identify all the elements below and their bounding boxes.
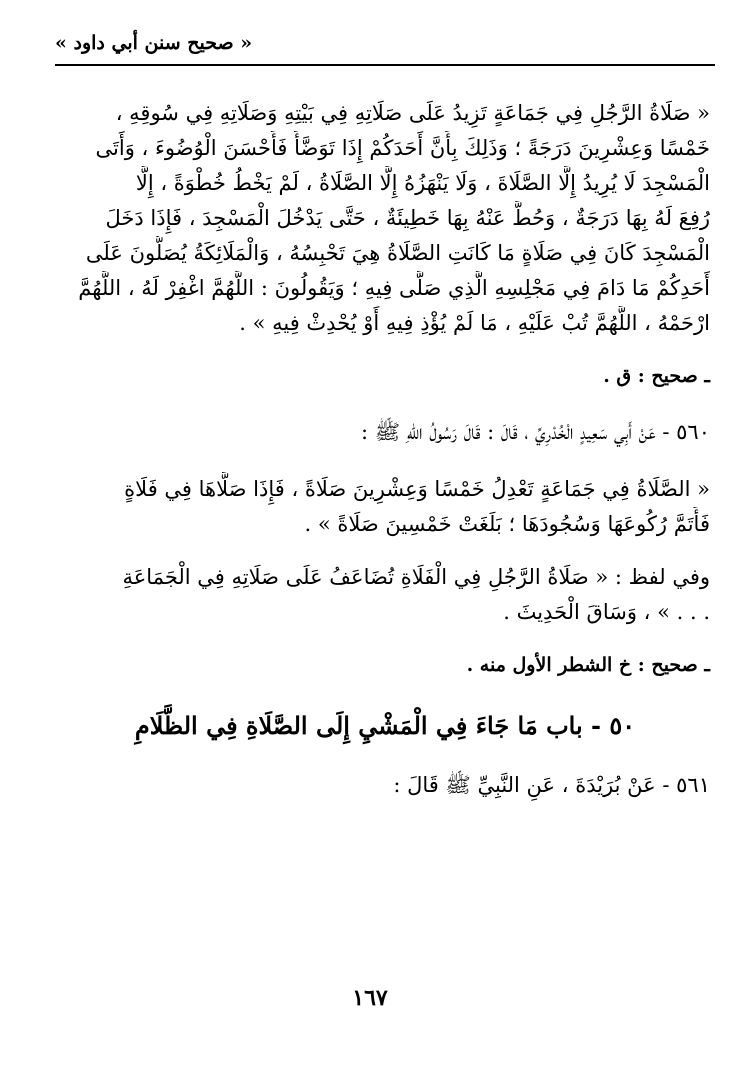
hadith-560-ruling: ـ صحيح : خ الشطر الأول منه .	[466, 654, 710, 676]
text-line: الْمَسْجِدَ لَا يُرِيدُ إِلَّا الصَّلَاةَ ، وَلَا يَنْهَزُهُ إِلَّا الصَّلَاةُ ، لَمْ يَخْطُ خُطْوَةً ، إِلَّا	[135, 171, 710, 195]
text-line: « صَلَاةُ الرَّجُلِ فِي جَمَاعَةٍ تَزِيدُ عَلَى صَلَاتِهِ فِي بَيْتِهِ وَصَلَاتِهِ فِي سُوقِهِ ،	[115, 101, 710, 125]
text-line: رُفِعَ لَهُ بِهَا دَرَجَةٌ ، وَحُطَّ عَنْهُ بِهَا خَطِيئَةٌ ، حَتَّى يَدْخُلَ الْمَسْجِدَ ، فَإِذَا دَخَلَ	[105, 206, 710, 230]
page-content	[60, 96, 710, 825]
hadith-560-variant	[60, 560, 710, 630]
text-line: وفي لفظ : « صَلَاةُ الرَّجُلِ فِي الْفَلَاةِ تُضَاعَفُ عَلَى صَلَاتِهِ فِي الْجَمَاعَةِ	[122, 565, 710, 589]
text-line: « الصَّلَاةُ فِي جَمَاعَةٍ تَعْدِلُ خَمْسًا وَعِشْرِينَ صَلَاةً ، فَإِذَا صَلَّاهَا فِي فَلَاةٍ	[124, 477, 710, 501]
hadith-561-head: ٥٦١ - عَنْ بُرَيْدَةَ ، عَنِ النَّبِيِّ ﷺ قَالَ :	[393, 773, 710, 797]
hadith-560-head: ٥٦٠ - عَنْ أَبِي سَعِيدٍ الْخُدْرِيِّ ، قَالَ : قَالَ رَسُولُ اللهِ ﷺ :	[361, 420, 710, 444]
running-header-title: « صحيح سنن أبي داود »	[55, 32, 253, 54]
hadith-559-text	[60, 96, 710, 341]
header-divider	[55, 64, 715, 66]
chapter-heading: ٥٠ - باب مَا جَاءَ فِي الْمَشْيِ إِلَى الصَّلَاةِ فِي الظَّلَامِ	[134, 711, 636, 740]
hadith-560-text	[60, 472, 710, 542]
hadith-559-ruling: ـ صحيح : ق .	[603, 365, 710, 387]
text-line: الْمَسْجِدَ كَانَ فِي صَلَاةٍ مَا كَانَتِ الصَّلَاةُ هِيَ تَحْبِسُهُ ، وَالْمَلَائِكَةُ يُصَلُّونَ عَلَى	[85, 241, 710, 265]
text-line: . . . » ، وَسَاقَ الْحَدِيثَ .	[503, 600, 710, 624]
page-number: ١٦٧	[352, 985, 388, 1011]
text-line: أَحَدِكُمْ مَا دَامَ فِي مَجْلِسِهِ الَّذِي صَلَّى فِيهِ ؛ وَيَقُولُونَ : اللَّهُمَّ اغْفِرْ لَهُ ، اللَّهُمَّ	[78, 276, 710, 300]
text-line: فَأَتَمَّ رُكُوعَهَا وَسُجُودَهَا ؛ بَلَغَتْ خَمْسِينَ صَلَاةً » .	[304, 512, 710, 536]
text-line: خَمْسًا وَعِشْرِينَ دَرَجَةً ؛ وَذَلِكَ بِأَنَّ أَحَدَكُمْ إِذَا تَوَضَّأَ فَأَحْسَنَ الْوُضُوءَ ، وَأَتَى	[95, 136, 710, 160]
text-line: ارْحَمْهُ ، اللَّهُمَّ تُبْ عَلَيْهِ ، مَا لَمْ يُؤْذِ فِيهِ أَوْ يُحْدِثْ فِيهِ » .	[239, 311, 710, 335]
